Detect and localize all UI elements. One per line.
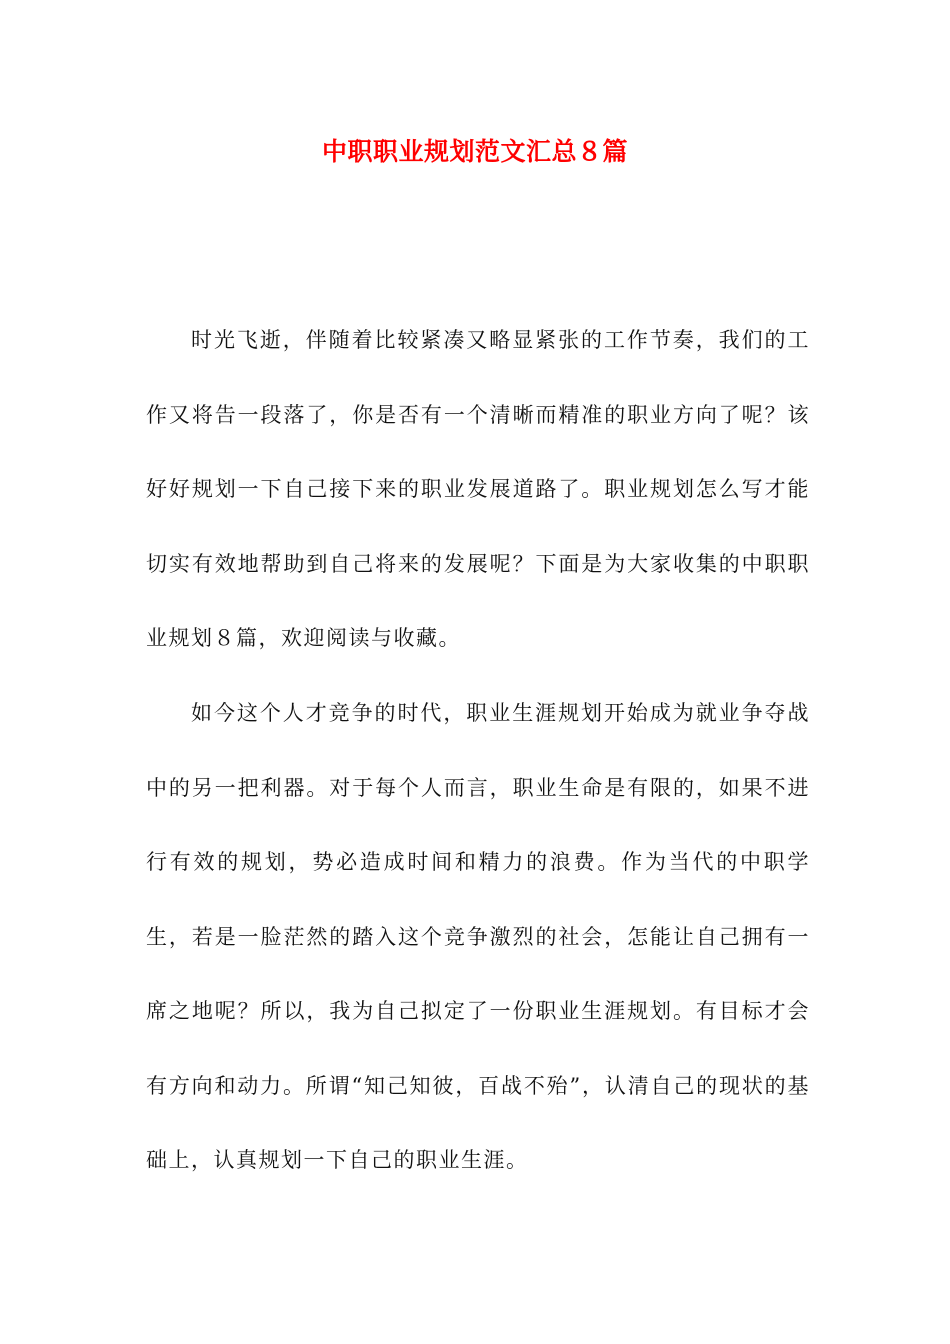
paragraph-intro: 时光飞逝，伴随着比较紧凑又略显紧张的工作节奏，我们的工作又将告一段落了，你是否有一个清晰而精准的职业方向了呢？该好好规划一下自己接下来的职业发展道路了。职业规划怎么写才能切实有效地帮助到自己将来的发展呢？下面是为大家收集的中职职业规划８篇，欢迎阅读与收藏。 xyxy=(146,328,810,650)
paragraph-career-planning: 如今这个人才竞争的时代，职业生涯规划开始成为就业争夺战中的另一把利器。对于每个人而言，职业生命是有限的，如果不进行有效的规划，势必造成时间和精力的浪费。作为当代的中职学生，若是一脸茫然的踏入这个竞争激烈的社会，怎能让自己拥有一席之地呢？所以，我为自己拟定了一份职业生涯规划。有目标才会有方向和动力。所谓“知己知彼，百战不殆”，认清自己的现状的基础上，认真规划一下自己的职业生涯。 xyxy=(146,701,810,1172)
document-title: 中职职业规划范文汇总８篇 xyxy=(321,137,628,166)
